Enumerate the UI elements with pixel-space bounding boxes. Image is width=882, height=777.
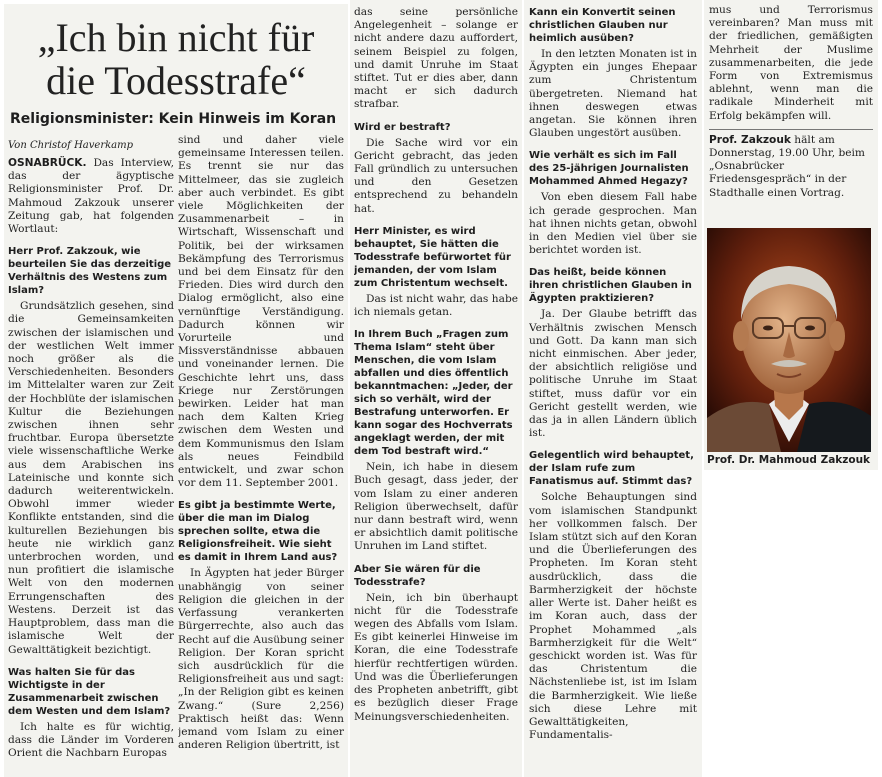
answer-7: Nein, ich bin überhaupt nicht für die Todesstrafe wegen des Abfalls vom Islam. Es gibt keinerlei Hinweise im Koran, die eine Todesstrafe hierfür rechtfertigen würden. Und was die Überlieferungen des Propheten anbetrifft, gibt es bezüglich dieser Frage Meinungsverschiedenheiten. [354, 591, 518, 723]
portrait-image [707, 228, 871, 452]
ear-left [733, 321, 749, 351]
column-4 [529, 6, 697, 777]
answer-10: Ja. Der Glaube betrifft das Verhältnis zwischen Mensch und Gott. Da kann man sich nicht einmischen. Aber jeder, der absichtlich religiöse und politische Unruhe im Staat stiftet, muss dafür vor ein Gericht gestellt werden, wie das ja in allen Ländern üblich ist. [529, 308, 697, 440]
question-2: Was halten Sie für das Wichtigste in der Zusammenarbeit zwischen dem Westen und dem Islam? [8, 666, 171, 717]
ear-right [829, 321, 845, 351]
question-11: Gelegentlich wird behauptet, der Islam rufe zum Fanatismus auf. Stimmt das? [529, 450, 694, 488]
question-1: Herr Prof. Zakzouk, wie beurteilen Sie das derzeitige Verhältnis des Westens zum Islam? [8, 246, 172, 297]
answer-8: In den letzten Monaten ist in Ägypten ein junges Ehepaar zum Christentum übergetreten. Niemand hat ihnen deswegen etwas angetan. Sie können ihren Glauben ungestört ausüben. [529, 48, 697, 140]
answer-11: Solche Behauptungen sind vom islamischen Standpunkt her vollkommen falsch. Der Islam stützt sich auf den Koran und die Überlieferungen des Propheten. Im Koran steht ausdrücklich, dass die Barmherzigkeit der höchste aller Werte ist. Daher heißt es im Koran auch, dass der Prophet Mohammed „als Barmherzigkeit für die Welt“ geschickt worden ist. Was für das Christentum die Nächstenliebe ist, ist im Islam die Barmherzigkeit. Wie ließe sich diese Lehre mit Gewalttätigkeiten, Fundamentalis- [529, 491, 697, 742]
answer-5: Das ist nicht wahr, das habe ich niemals getan. [354, 292, 518, 319]
answer-3: In Ägypten hat jeder Bürger unabhängig von seiner Religion die gleichen in der Verfassung verankerten Bürgerrechte, also auch das Recht auf die Ausübung seiner Religion. Der Koran spricht sich ausdrücklich für die Religionsfreiheit aus und sagt: „In der Religion gibt es keinen Zwang.“ (Sure 2,256) Praktisch heißt das: Wenn jemand vom Islam zu einer anderen Religion übertritt, ist [178, 567, 344, 752]
eye-right [805, 326, 815, 331]
dateline: OSNABRÜCK. [8, 157, 87, 169]
question-6: In Ihrem Buch „Fragen zum Thema Islam“ steht über Menschen, die vom Islam abfallen und dies öffentlich bekanntmachen: „Jeder, der sich so verhält, wird der Bestrafung unterworfen. Er kann sogar des Hochverrats angeklagt werden, der mit dem Tod bestraft wird.“ [354, 329, 513, 458]
answer-3-continued: das seine persönliche Angelegenheit – solange er nicht andere dazu auffordert, seinem Beispiel zu folgen, und damit Unruhe im Staat stiftet. Tut er dies aber, dann macht er sich dadurch strafbar. [354, 6, 518, 111]
answer-1: Grundsätzlich gesehen, sind die Gemeinsamkeiten zwischen der islamischen und der westlichen Welt immer noch größer als die Verschiedenheiten. Besonders im Mittelalter waren zur Zeit der Hochblüte der islamischen Kultur die Beziehungen zwischen ihnen sehr fruchtbar. Europa übersetzte viele wissenschaftliche Werke aus dem Arabischen ins Lateinische und konnte sich dadurch weiterentwickeln. Obwohl immer wieder Konflikte entstanden, sind die kulturellen Beziehungen bis heute nie wirklich ganz unterbrochen worden, und nun profitiert die islamische Welt von den modernen Errungenschaften des Westens. Derzeit ist das Hauptproblem, dass man die islamische Welt der Gewalttätigkeit bezichtigt. [8, 300, 174, 656]
answer-9: Von eben diesem Fall habe ich gerade gesprochen. Man hat ihnen nichts getan, obwohl in den Medien viel über sie berichtet worden ist. [529, 191, 697, 257]
question-8: Kann ein Konvertit seinen christlichen Glauben nur heimlich ausüben? [529, 7, 676, 44]
column-2 [178, 134, 344, 777]
headline [4, 16, 348, 102]
answer-2: Ich halte es für wichtig, dass die Länder im Vorderen Orient die Nachbarn Europas [8, 720, 174, 760]
subheadline: Religionsminister: Kein Hinweis im Koran [10, 111, 337, 127]
answer-4: Die Sache wird vor ein Gericht gebracht, das jeden Fall gründlich zu untersuchen und den Gesetzen entsprechend zu behandeln hat. [354, 136, 518, 215]
question-7: Aber Sie wären für die Todesstrafe? [354, 563, 481, 588]
answer-2-continued: sind und daher viele gemeinsame Interessen teilen. Es trennt sie nur das Mittelmeer, das sie zugleich aber auch verbindet. Es gibt viele Möglichkeiten der Zusammenarbeit – in Wirtschaft, Wissenschaft und Politik, bei der wirksamen Bekämpfung des Terrorismus und bei dem Einsatz für den Frieden. Dies wird durch den Dialog ermöglicht, also eine vernünftige Verständigung. Dadurch können wir Vorurteile und Missverständnisse abbauen und voneinander lernen. Die Geschichte lehrt uns, dass Kriege nur Zerstörungen bewirken. Leider hat man nach dem Kalten Krieg zwischen dem Westen und dem Kommunismus den Islam als neues Feindbild entwickelt, und zwar schon vor dem 11. September 2001. [178, 134, 344, 490]
column-1 [8, 140, 174, 777]
answer-11-continued: mus und Terrorismus vereinbaren? Man muss mit der friedlichen, gemäßigten Mehrheit der Muslime zusammenarbeiten, die jede Form von Extremismus ablehnt, wenn man die radikale Minderheit mit Erfolg bekämpfen will. [709, 4, 873, 122]
answer-6: Nein, ich habe in diesem Buch gesagt, dass jeder, der vom Islam zu einer anderen Religion überwechselt, dafür nur dann bestraft wird, wenn er absichtlich damit politische Unruhen im Land stiftet. [354, 461, 518, 553]
intro-paragraph [8, 157, 174, 236]
column-5 [709, 4, 873, 226]
info-divider [709, 129, 873, 130]
headline-line-2: die Todesstrafe“ [46, 58, 306, 103]
question-9: Wie verhält es sich im Fall des 25-jährigen Journalisten Mohammed Ahmed Hegazy? [529, 150, 689, 188]
question-3: Es gibt ja bestimmte Werte, über die man im Dialog sprechen sollte, etwa die Religionsfreiheit. Wie sieht es damit in Ihrem Land aus? [178, 500, 338, 564]
byline: Von Christof Haverkamp [8, 140, 133, 151]
info-text: hält am Donnerstag, 19.00 Uhr, beim „Osnabrücker Friedensgespräch“ in der Stadthalle einen Vortrag. [709, 133, 865, 199]
question-5: Herr Minister, es wird behauptet, Sie hätten die Todesstrafe befürwortet für jemanden, der vom Islam zum Christentum wechselt. [354, 225, 511, 289]
headline-line-1: „Ich bin nicht für [37, 15, 315, 60]
question-4: Wird er bestraft? [354, 121, 451, 133]
info-box [709, 134, 873, 200]
info-name: Prof. Zakzouk [709, 133, 791, 146]
intro-text: Das Interview, das der ägyptische Religionsminister Prof. Dr. Mahmoud Zakzouk unserer Zeitung gab, hat folgenden Wortlaut: [8, 157, 174, 236]
eye-left [763, 326, 773, 331]
question-10: Das heißt, beide können ihren christlichen Glauben in Ägypten praktizieren? [529, 267, 692, 305]
photo-caption: Prof. Dr. Mahmoud Zakzouk [707, 454, 871, 466]
portrait-photo [707, 228, 871, 452]
column-3 [354, 6, 518, 777]
